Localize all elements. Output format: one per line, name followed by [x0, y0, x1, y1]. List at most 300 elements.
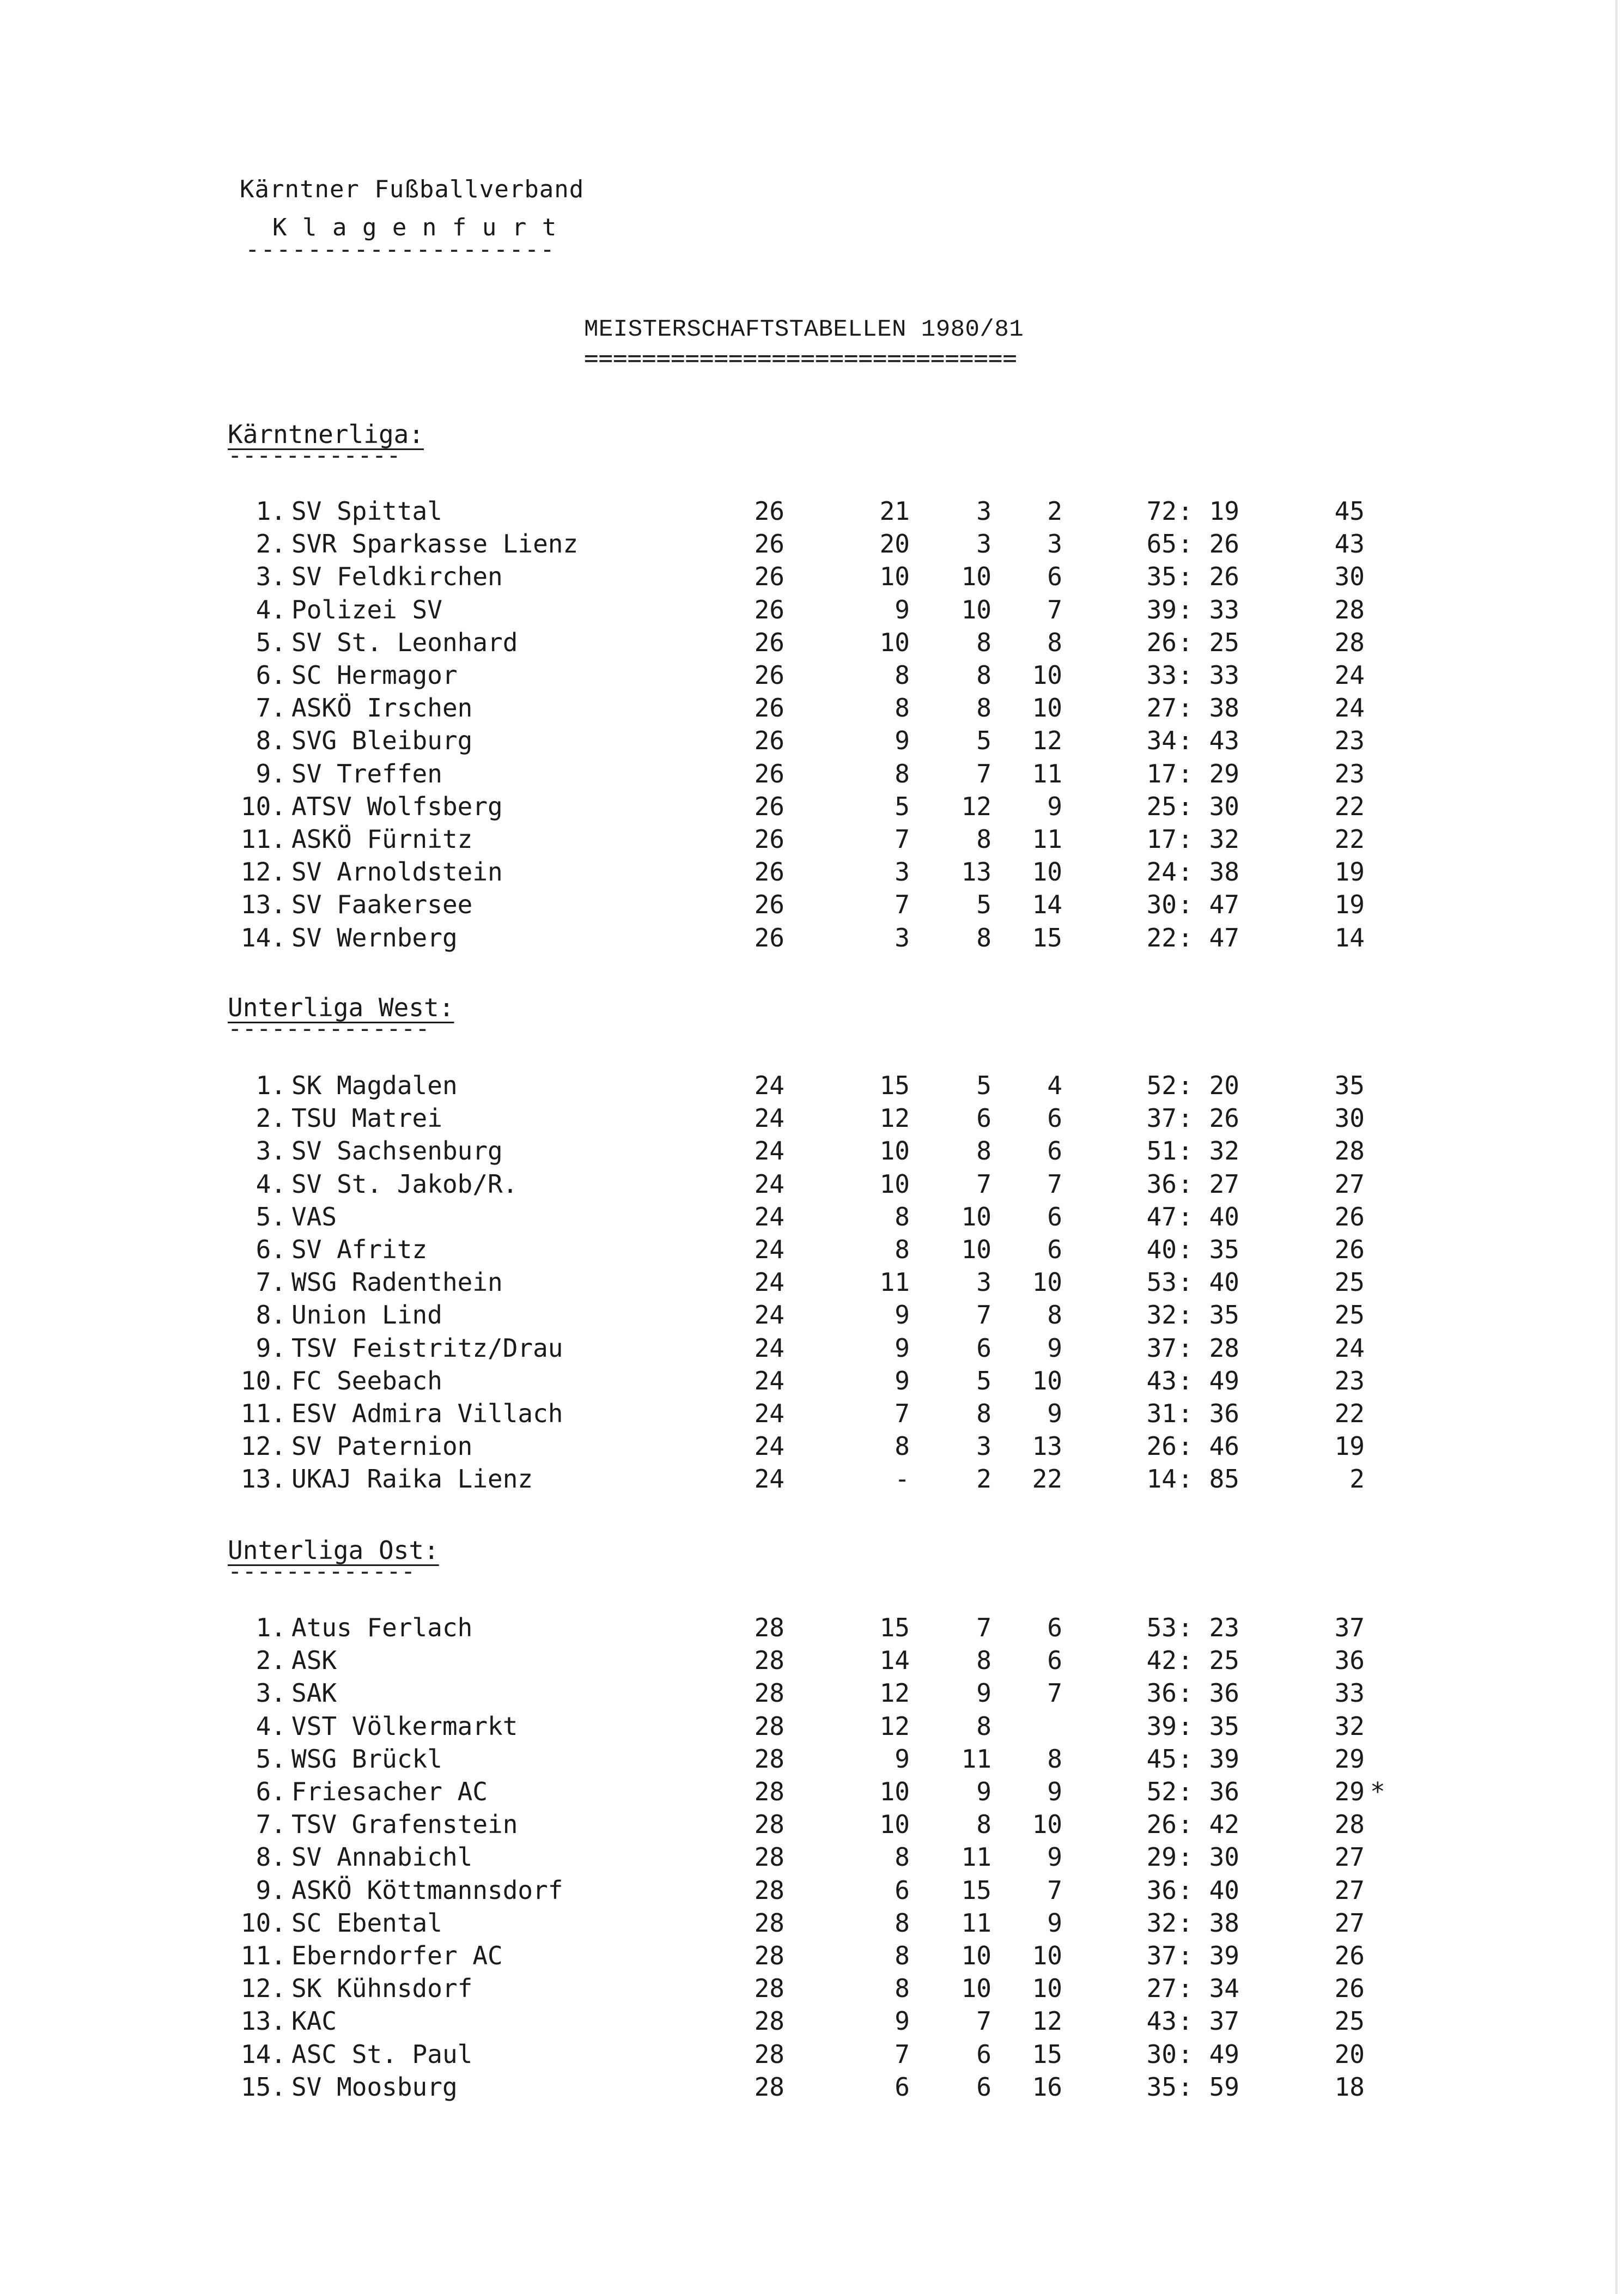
- won-cell: 9: [895, 594, 910, 624]
- table-row: [0, 1266, 1624, 1298]
- table-row: [0, 1397, 1624, 1430]
- table-row: [0, 724, 1624, 757]
- drawn-cell: 8: [976, 693, 992, 723]
- won-cell: 21: [879, 496, 910, 526]
- rank-cell: 8.: [256, 726, 286, 756]
- goals-separator: :: [1178, 1300, 1193, 1330]
- won-cell: 6: [895, 2072, 910, 2102]
- lost-cell: 8: [1047, 1300, 1062, 1330]
- goals-for-cell: 27: [1146, 693, 1177, 723]
- table-row: [0, 1168, 1624, 1200]
- goals-separator: :: [1178, 1941, 1193, 1970]
- team-name: SV Wernberg: [291, 923, 458, 952]
- rank-cell: 12.: [240, 1974, 286, 2004]
- goals-for-cell: 32: [1146, 1908, 1177, 1938]
- won-cell: 11: [879, 1267, 910, 1297]
- won-cell: 9: [895, 1333, 910, 1363]
- played-cell: 26: [754, 758, 784, 788]
- table-row: [0, 626, 1624, 659]
- rank-cell: 1.: [256, 496, 286, 526]
- won-cell: 8: [895, 1974, 910, 2004]
- rank-cell: 5.: [256, 1744, 286, 1774]
- played-cell: 28: [754, 1908, 784, 1938]
- team-name: SV Afritz: [291, 1235, 428, 1264]
- goals-against-cell: 36: [1209, 1399, 1239, 1428]
- goals-separator: :: [1178, 1103, 1193, 1133]
- lost-cell: 8: [1047, 1744, 1062, 1774]
- goals-separator: :: [1178, 1908, 1193, 1938]
- won-cell: 9: [895, 2006, 910, 2036]
- goals-for-cell: 32: [1146, 1300, 1177, 1330]
- rank-cell: 3.: [256, 1136, 286, 1166]
- team-name: TSV Feistritz/Drau: [291, 1333, 563, 1363]
- drawn-cell: 11: [961, 1842, 992, 1872]
- goals-for-cell: 52: [1146, 1071, 1177, 1100]
- rank-cell: 5.: [256, 627, 286, 657]
- organization-name: Kärntner Fußballverband: [240, 175, 585, 203]
- goals-against-cell: 40: [1209, 1267, 1239, 1297]
- team-name: Union Lind: [291, 1300, 442, 1330]
- table-row: [0, 1710, 1624, 1743]
- rank-cell: 6.: [256, 1777, 286, 1806]
- points-cell: 29: [1334, 1744, 1365, 1774]
- played-cell: 24: [754, 1464, 784, 1494]
- team-name: UKAJ Raika Lienz: [291, 1464, 533, 1494]
- table-row: [0, 921, 1624, 954]
- goals-for-cell: 40: [1146, 1235, 1177, 1264]
- points-cell: 43: [1334, 529, 1365, 559]
- goals-separator: :: [1178, 1267, 1193, 1297]
- lost-cell: 9: [1047, 1908, 1062, 1938]
- table-row: [0, 823, 1624, 855]
- won-cell: 8: [895, 1842, 910, 1872]
- won-cell: 14: [879, 1646, 910, 1676]
- goals-separator: :: [1178, 1071, 1193, 1100]
- team-name: SC Hermagor: [291, 660, 458, 690]
- goals-separator: :: [1178, 2006, 1193, 2036]
- points-cell: 27: [1334, 1169, 1365, 1199]
- goals-separator: :: [1178, 1399, 1193, 1428]
- goals-separator: :: [1178, 693, 1193, 723]
- rank-cell: 7.: [256, 693, 286, 723]
- lost-cell: 11: [1032, 824, 1062, 854]
- goals-against-cell: 26: [1209, 529, 1239, 559]
- league-name: Unterliga Ost:: [228, 1536, 439, 1565]
- team-name: KAC: [291, 2006, 337, 2036]
- team-name: SV Spittal: [291, 496, 442, 526]
- lost-cell: 12: [1032, 726, 1062, 756]
- table-row: [0, 1233, 1624, 1266]
- goals-for-cell: 35: [1146, 2072, 1177, 2102]
- table-row: [0, 1430, 1624, 1462]
- goals-for-cell: 26: [1146, 1431, 1177, 1461]
- goals-against-cell: 20: [1209, 1071, 1239, 1100]
- points-cell: 26: [1334, 1941, 1365, 1970]
- lost-cell: 10: [1032, 857, 1062, 887]
- goals-against-cell: 25: [1209, 1646, 1239, 1676]
- drawn-cell: 8: [976, 923, 992, 952]
- lost-cell: 10: [1032, 1366, 1062, 1395]
- drawn-cell: 8: [976, 1399, 992, 1428]
- played-cell: 26: [754, 594, 784, 624]
- team-name: ASKÖ Irschen: [291, 693, 473, 723]
- points-cell: 29: [1334, 1777, 1365, 1806]
- points-cell: 18: [1334, 2072, 1365, 2102]
- rank-cell: 2.: [256, 1646, 286, 1676]
- goals-against-cell: 46: [1209, 1431, 1239, 1461]
- goals-separator: :: [1178, 1810, 1193, 1840]
- team-name: SV Feldkirchen: [291, 562, 503, 592]
- won-cell: 12: [879, 1711, 910, 1741]
- goals-for-cell: 17: [1146, 758, 1177, 788]
- table-row: [0, 2038, 1624, 2071]
- lost-cell: 9: [1047, 1842, 1062, 1872]
- league-name: Kärntnerliga:: [228, 420, 424, 449]
- league-underline: ------------: [228, 441, 401, 469]
- goals-against-cell: 33: [1209, 660, 1239, 690]
- team-name: TSU Matrei: [291, 1103, 442, 1133]
- played-cell: 28: [754, 1842, 784, 1872]
- goals-against-cell: 59: [1209, 2072, 1239, 2102]
- drawn-cell: 8: [976, 627, 992, 657]
- points-cell: 27: [1334, 1908, 1365, 1938]
- played-cell: 28: [754, 1777, 784, 1806]
- drawn-cell: 11: [961, 1744, 992, 1774]
- played-cell: 26: [754, 529, 784, 559]
- league-name: Unterliga West:: [228, 993, 454, 1022]
- points-cell: 19: [1334, 890, 1365, 920]
- drawn-cell: 3: [976, 1267, 992, 1297]
- won-cell: 9: [895, 726, 910, 756]
- won-cell: 10: [879, 562, 910, 592]
- lost-cell: 14: [1032, 890, 1062, 920]
- played-cell: 26: [754, 660, 784, 690]
- rank-cell: 11.: [240, 1941, 286, 1970]
- won-cell: 9: [895, 1744, 910, 1774]
- drawn-cell: 13: [961, 857, 992, 887]
- played-cell: 26: [754, 923, 784, 952]
- won-cell: 12: [879, 1678, 910, 1708]
- team-name: SVR Sparkasse Lienz: [291, 529, 579, 559]
- rank-cell: 15.: [240, 2072, 286, 2102]
- rank-cell: 13.: [240, 2006, 286, 2036]
- league-heading: [228, 420, 424, 469]
- goals-for-cell: 37: [1146, 1333, 1177, 1363]
- played-cell: 28: [754, 1744, 784, 1774]
- goals-against-cell: 38: [1209, 1908, 1239, 1938]
- points-cell: 28: [1334, 1810, 1365, 1840]
- goals-against-cell: 26: [1209, 1103, 1239, 1133]
- goals-for-cell: 43: [1146, 2006, 1177, 2036]
- played-cell: 24: [754, 1267, 784, 1297]
- rank-cell: 13.: [240, 890, 286, 920]
- goals-against-cell: 47: [1209, 923, 1239, 952]
- points-cell: 26: [1334, 1201, 1365, 1231]
- table-row: [0, 659, 1624, 691]
- rank-cell: 7.: [256, 1810, 286, 1840]
- team-name: TSV Grafenstein: [291, 1810, 518, 1840]
- played-cell: 26: [754, 791, 784, 821]
- points-cell: 27: [1334, 1875, 1365, 1905]
- rank-cell: 2.: [256, 529, 286, 559]
- won-cell: 20: [879, 529, 910, 559]
- points-cell: 33: [1334, 1678, 1365, 1708]
- goals-separator: :: [1178, 1464, 1193, 1494]
- drawn-cell: 3: [976, 496, 992, 526]
- goals-separator: :: [1178, 726, 1193, 756]
- lost-cell: 6: [1047, 1646, 1062, 1676]
- drawn-cell: 7: [976, 1169, 992, 1199]
- goals-separator: :: [1178, 2072, 1193, 2102]
- played-cell: 24: [754, 1333, 784, 1363]
- team-name: ASK: [291, 1646, 337, 1676]
- goals-against-cell: 32: [1209, 1136, 1239, 1166]
- goals-for-cell: 51: [1146, 1136, 1177, 1166]
- goals-separator: :: [1178, 1431, 1193, 1461]
- table-row: [0, 1808, 1624, 1841]
- rank-cell: 12.: [240, 857, 286, 887]
- won-cell: 10: [879, 1136, 910, 1166]
- lost-cell: 3: [1047, 529, 1062, 559]
- goals-separator: :: [1178, 857, 1193, 887]
- lost-cell: 10: [1032, 1810, 1062, 1840]
- lost-cell: 6: [1047, 1201, 1062, 1231]
- won-cell: 10: [879, 627, 910, 657]
- team-name: SVG Bleiburg: [291, 726, 473, 756]
- drawn-cell: 10: [961, 562, 992, 592]
- table-row: [0, 1069, 1624, 1102]
- goals-for-cell: 42: [1146, 1646, 1177, 1676]
- table-row: [0, 1102, 1624, 1134]
- points-cell: 32: [1334, 1711, 1365, 1741]
- drawn-cell: 2: [976, 1464, 992, 1494]
- drawn-cell: 10: [961, 1941, 992, 1970]
- goals-for-cell: 39: [1146, 1711, 1177, 1741]
- goals-for-cell: 37: [1146, 1941, 1177, 1970]
- rank-cell: 1.: [256, 1613, 286, 1642]
- drawn-cell: 5: [976, 890, 992, 920]
- points-cell: 26: [1334, 1235, 1365, 1264]
- table-row: [0, 1743, 1624, 1775]
- played-cell: 24: [754, 1071, 784, 1100]
- won-cell: 3: [895, 923, 910, 952]
- goals-against-cell: 42: [1209, 1810, 1239, 1840]
- drawn-cell: 9: [976, 1678, 992, 1708]
- rank-cell: 13.: [240, 1464, 286, 1494]
- lost-cell: 6: [1047, 1136, 1062, 1166]
- goals-for-cell: 43: [1146, 1366, 1177, 1395]
- table-row: [0, 1644, 1624, 1677]
- rank-cell: 11.: [240, 1399, 286, 1428]
- team-name: Eberndorfer AC: [291, 1941, 503, 1970]
- goals-against-cell: 25: [1209, 627, 1239, 657]
- won-cell: 8: [895, 1201, 910, 1231]
- played-cell: 24: [754, 1235, 784, 1264]
- goals-separator: :: [1178, 1777, 1193, 1806]
- won-cell: 5: [895, 791, 910, 821]
- played-cell: 28: [754, 2039, 784, 2069]
- goals-for-cell: 26: [1146, 627, 1177, 657]
- rank-cell: 12.: [240, 1431, 286, 1461]
- lost-cell: 13: [1032, 1431, 1062, 1461]
- table-row: [0, 855, 1624, 888]
- team-name: WSG Radenthein: [291, 1267, 503, 1297]
- goals-separator: :: [1178, 529, 1193, 559]
- goals-for-cell: 53: [1146, 1267, 1177, 1297]
- goals-against-cell: 39: [1209, 1941, 1239, 1970]
- goals-against-cell: 49: [1209, 1366, 1239, 1395]
- table-row: [0, 593, 1624, 626]
- goals-for-cell: 36: [1146, 1169, 1177, 1199]
- team-name: ASC St. Paul: [291, 2039, 473, 2069]
- won-cell: 7: [895, 2039, 910, 2069]
- drawn-cell: 3: [976, 529, 992, 559]
- points-cell: 27: [1334, 1842, 1365, 1872]
- organization-underline: --------------------: [245, 235, 556, 263]
- document-title: MEISTERSCHAFTSTABELLEN 1980/81: [584, 316, 1024, 343]
- won-cell: 8: [895, 1908, 910, 1938]
- team-name: SV Sachsenburg: [291, 1136, 503, 1166]
- goals-against-cell: 37: [1209, 2006, 1239, 2036]
- goals-for-cell: 27: [1146, 1974, 1177, 2004]
- played-cell: 28: [754, 1941, 784, 1970]
- points-cell: 22: [1334, 824, 1365, 854]
- goals-for-cell: 30: [1146, 2039, 1177, 2069]
- drawn-cell: 8: [976, 824, 992, 854]
- goals-separator: :: [1178, 627, 1193, 657]
- league-heading: [228, 993, 454, 1042]
- drawn-cell: 8: [976, 1711, 992, 1741]
- rank-cell: 10.: [240, 1908, 286, 1938]
- table-row: [0, 1939, 1624, 1972]
- table-row: [0, 1677, 1624, 1709]
- lost-cell: 9: [1047, 791, 1062, 821]
- goals-against-cell: 47: [1209, 890, 1239, 920]
- table-row: [0, 888, 1624, 921]
- points-cell: 37: [1334, 1613, 1365, 1642]
- drawn-cell: 6: [976, 1103, 992, 1133]
- goals-separator: :: [1178, 1333, 1193, 1363]
- points-cell: 14: [1334, 923, 1365, 952]
- points-cell: 23: [1334, 726, 1365, 756]
- team-name: SV St. Leonhard: [291, 627, 518, 657]
- goals-for-cell: 34: [1146, 726, 1177, 756]
- team-name: SV Annabichl: [291, 1842, 473, 1872]
- lost-cell: 12: [1032, 2006, 1062, 2036]
- lost-cell: 8: [1047, 627, 1062, 657]
- lost-cell: 15: [1032, 923, 1062, 952]
- goals-for-cell: 36: [1146, 1678, 1177, 1708]
- drawn-cell: 10: [961, 1201, 992, 1231]
- goals-against-cell: 19: [1209, 496, 1239, 526]
- played-cell: 26: [754, 562, 784, 592]
- goals-for-cell: 53: [1146, 1613, 1177, 1642]
- lost-cell: 6: [1047, 1103, 1062, 1133]
- points-cell: 25: [1334, 1300, 1365, 1330]
- goals-for-cell: 35: [1146, 562, 1177, 592]
- rank-cell: 3.: [256, 562, 286, 592]
- goals-against-cell: 85: [1209, 1464, 1239, 1494]
- won-cell: 8: [895, 1941, 910, 1970]
- goals-against-cell: 35: [1209, 1711, 1239, 1741]
- drawn-cell: 7: [976, 1613, 992, 1642]
- goals-separator: :: [1178, 791, 1193, 821]
- won-cell: 8: [895, 693, 910, 723]
- team-name: SV Treffen: [291, 758, 442, 788]
- goals-against-cell: 38: [1209, 857, 1239, 887]
- drawn-cell: 5: [976, 1366, 992, 1395]
- played-cell: 26: [754, 890, 784, 920]
- played-cell: 28: [754, 1875, 784, 1905]
- won-cell: 9: [895, 1366, 910, 1395]
- table-row: [0, 527, 1624, 560]
- played-cell: 28: [754, 2006, 784, 2036]
- drawn-cell: 3: [976, 1431, 992, 1461]
- lost-cell: 6: [1047, 1613, 1062, 1642]
- rank-cell: 9.: [256, 1333, 286, 1363]
- goals-separator: :: [1178, 1235, 1193, 1264]
- played-cell: 24: [754, 1431, 784, 1461]
- team-name: ASKÖ Köttmannsdorf: [291, 1875, 563, 1905]
- played-cell: 28: [754, 1613, 784, 1642]
- team-name: ESV Admira Villach: [291, 1399, 563, 1428]
- goals-separator: :: [1178, 1613, 1193, 1642]
- goals-separator: :: [1178, 923, 1193, 952]
- team-name: SV Faakersee: [291, 890, 473, 920]
- won-cell: 6: [895, 1875, 910, 1905]
- drawn-cell: 10: [961, 1235, 992, 1264]
- played-cell: 26: [754, 857, 784, 887]
- team-name: SK Magdalen: [291, 1071, 458, 1100]
- played-cell: 28: [754, 1678, 784, 1708]
- team-name: SK Kühnsdorf: [291, 1974, 473, 2004]
- table-row: [0, 1775, 1624, 1808]
- team-name: ATSV Wolfsberg: [291, 791, 503, 821]
- won-cell: 10: [879, 1810, 910, 1840]
- goals-against-cell: 49: [1209, 2039, 1239, 2069]
- goals-against-cell: 30: [1209, 791, 1239, 821]
- goals-separator: :: [1178, 1201, 1193, 1231]
- goals-separator: :: [1178, 1136, 1193, 1166]
- goals-separator: :: [1178, 1974, 1193, 2004]
- team-name: SV Arnoldstein: [291, 857, 503, 887]
- played-cell: 26: [754, 693, 784, 723]
- team-name: VAS: [291, 1201, 337, 1231]
- goals-against-cell: 27: [1209, 1169, 1239, 1199]
- team-name: SV Paternion: [291, 1431, 473, 1461]
- won-cell: 8: [895, 1235, 910, 1264]
- goals-for-cell: 52: [1146, 1777, 1177, 1806]
- drawn-cell: 10: [961, 594, 992, 624]
- drawn-cell: 8: [976, 1646, 992, 1676]
- table-row: [0, 790, 1624, 823]
- lost-cell: 15: [1032, 2039, 1062, 2069]
- won-cell: 8: [895, 1431, 910, 1461]
- goals-separator: :: [1178, 594, 1193, 624]
- points-cell: 26: [1334, 1974, 1365, 2004]
- goals-separator: :: [1178, 2039, 1193, 2069]
- points-cell: 24: [1334, 1333, 1365, 1363]
- table-row: [0, 1332, 1624, 1364]
- points-cell: 28: [1334, 594, 1365, 624]
- won-cell: 10: [879, 1169, 910, 1199]
- goals-for-cell: 26: [1146, 1810, 1177, 1840]
- lost-cell: 9: [1047, 1777, 1062, 1806]
- table-row: [0, 1200, 1624, 1233]
- goals-for-cell: 17: [1146, 824, 1177, 854]
- league-underline: --------------: [228, 1015, 430, 1042]
- team-name: Friesacher AC: [291, 1777, 488, 1806]
